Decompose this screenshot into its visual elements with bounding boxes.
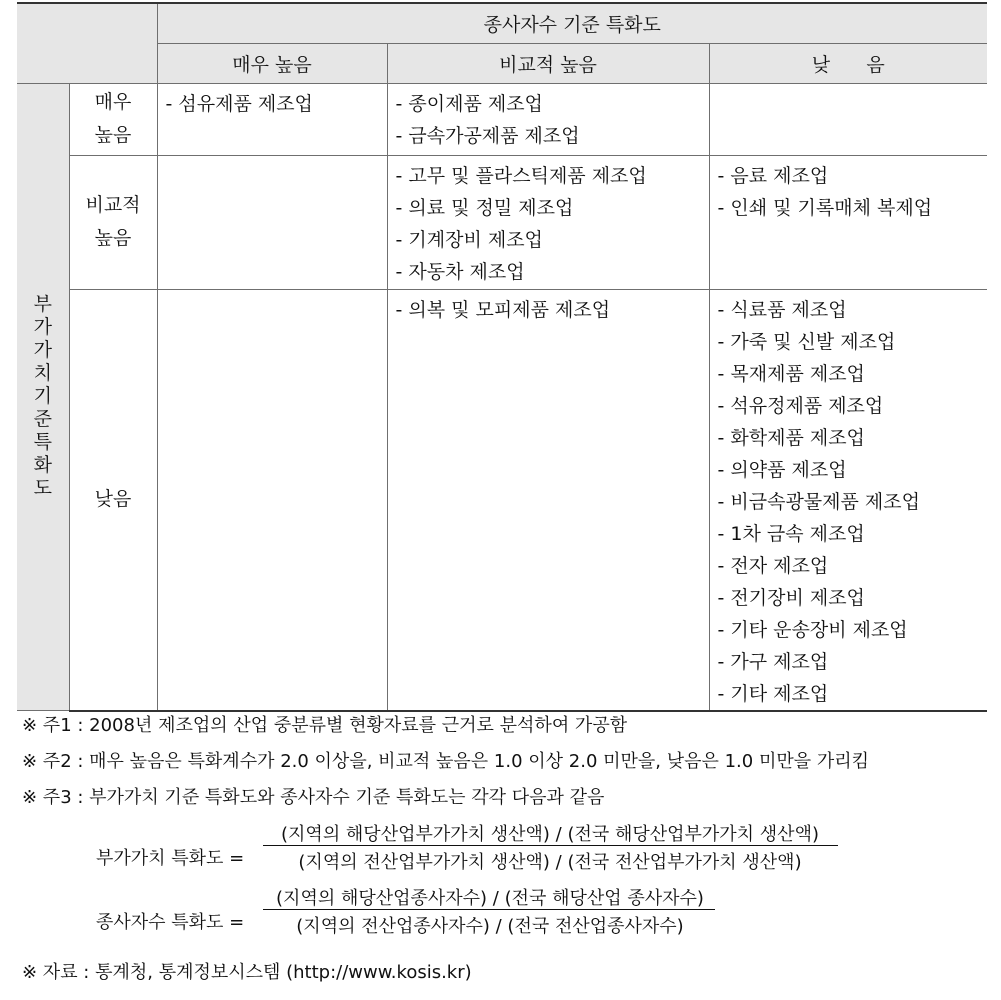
side-header-char: 가 xyxy=(33,339,52,362)
cell-r1-c2 xyxy=(387,83,709,155)
list-item: - 기타 운송장비 제조업 xyxy=(717,618,908,641)
cell-r2-c2 xyxy=(387,155,709,289)
formula-lhs: 부가가치 특화도 = xyxy=(96,848,245,869)
row-label-line: 낮음 xyxy=(94,488,132,510)
side-header xyxy=(17,83,69,711)
list-item: - 목재제품 제조업 xyxy=(717,362,865,385)
list-item: - 가구 제조업 xyxy=(717,650,829,673)
formula-value-added xyxy=(0,818,1001,878)
list-item: - 자동차 제조업 xyxy=(395,260,525,283)
list-item: - 기타 제조업 xyxy=(717,682,829,705)
formula-numerator: (지역의 해당산업종사자수) / (전국 해당산업 종사자수) xyxy=(276,888,704,909)
list-item: - 의료 및 정밀 제조업 xyxy=(395,196,574,219)
top-header: 종사자수 기준 특화도 xyxy=(157,3,987,43)
list-item: - 고무 및 플라스틱제품 제조업 xyxy=(395,164,647,187)
fraction-bar xyxy=(263,909,715,910)
list-item: - 음료 제조업 xyxy=(717,164,829,187)
list-item: - 1차 금속 제조업 xyxy=(717,522,865,545)
cell-r3-c3 xyxy=(709,289,987,711)
fraction-bar xyxy=(263,845,838,846)
side-header-char: 특 xyxy=(33,431,52,454)
row-label-relatively-high xyxy=(69,155,157,289)
source-note: ※ 자료 : 통계청, 통계정보시스템 (http://www.kosis.kr) xyxy=(22,962,472,983)
formula-numerator: (지역의 해당산업부가가치 생산액) / (전국 해당산업부가가치 생산액) xyxy=(281,824,819,845)
side-header-char: 부 xyxy=(33,293,52,316)
list-item: - 금속가공제품 제조업 xyxy=(395,124,580,147)
side-header-char: 도 xyxy=(33,477,52,500)
corner-cell xyxy=(17,3,157,83)
list-item: - 전기장비 제조업 xyxy=(717,586,865,609)
side-header-char: 화 xyxy=(33,454,52,477)
list-item: - 화학제품 제조업 xyxy=(717,426,865,449)
list-item: - 식료품 제조업 xyxy=(717,298,847,321)
formula-employees xyxy=(0,882,1001,942)
side-header-char: 기 xyxy=(33,385,52,408)
col-header-low: 낮 음 xyxy=(709,43,987,83)
cell-r3-c1 xyxy=(157,289,387,711)
side-header-char: 준 xyxy=(33,408,52,431)
formula-denominator: (지역의 전산업부가가치 생산액) / (전국 전산업부가가치 생산액) xyxy=(298,852,802,873)
list-item: - 가죽 및 신발 제조업 xyxy=(717,330,896,353)
list-item: - 인쇄 및 기록매체 복제업 xyxy=(717,196,933,219)
note-2: ※ 주2 : 매우 높음은 특화계수가 2.0 이상을, 비교적 높음은 1.0 이상 2.0 미만을, 낮음은 1.0 미만을 가리킴 xyxy=(22,751,870,772)
list-item: - 의약품 제조업 xyxy=(717,458,847,481)
formula-lhs: 종사자수 특화도 = xyxy=(96,912,245,933)
col-header-very-high: 매우 높음 xyxy=(157,43,387,83)
list-item: - 비금속광물제품 제조업 xyxy=(717,490,920,513)
side-header-char: 치 xyxy=(33,362,52,385)
cell-r3-c2 xyxy=(387,289,709,711)
row-label-very-high xyxy=(69,83,157,155)
row-label-line: 매우 xyxy=(94,91,132,113)
list-item: - 기계장비 제조업 xyxy=(395,228,543,251)
note-3: ※ 주3 : 부가가치 기준 특화도와 종사자수 기준 특화도는 각각 다음과 같음 xyxy=(22,787,605,808)
row-label-line: 비교적 xyxy=(85,194,141,216)
cell-r2-c1 xyxy=(157,155,387,289)
note-1: ※ 주1 : 2008년 제조업의 산업 중분류별 현황자료를 근거로 분석하여 가공함 xyxy=(22,715,628,736)
row-label-low xyxy=(69,289,157,711)
row-label-line: 높음 xyxy=(94,227,132,249)
list-item: - 의복 및 모피제품 제조업 xyxy=(395,298,611,321)
specialization-table xyxy=(17,2,987,712)
list-item: - 섬유제품 제조업 xyxy=(165,92,313,115)
formula-denominator: (지역의 전산업종사자수) / (전국 전산업종사자수) xyxy=(296,916,684,937)
list-item: - 종이제품 제조업 xyxy=(395,92,543,115)
cell-r1-c3 xyxy=(709,83,987,155)
row-label-line: 높음 xyxy=(94,124,132,146)
cell-r2-c3 xyxy=(709,155,987,289)
list-item: - 전자 제조업 xyxy=(717,554,829,577)
col-header-relatively-high: 비교적 높음 xyxy=(387,43,709,83)
list-item: - 석유정제품 제조업 xyxy=(717,394,884,417)
cell-r1-c1 xyxy=(157,83,387,155)
side-header-char: 가 xyxy=(33,316,52,339)
